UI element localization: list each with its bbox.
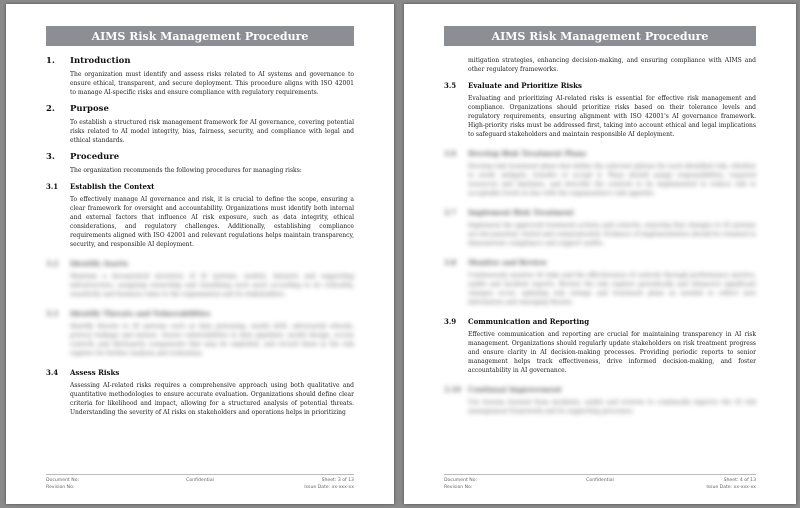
- document-title-banner: AIMS Risk Management Procedure: [444, 26, 756, 46]
- subsection-number: 3.4: [46, 368, 59, 377]
- subsection-heading: [444, 317, 756, 326]
- subsection-title: Assess Risks: [70, 368, 120, 377]
- subsection-body: Assessing AI-related risks requires a comprehensive approach using both qualitative and quantitative methodologies to ensure accurate evaluation. Organizations should define clear criteria for likelihood and impact, allowing for a structured analysis of potential threats. Understanding the severity of AI risks on stakeholders and operations helps in prioritizing: [70, 382, 354, 416]
- section-title: Purpose: [70, 104, 109, 114]
- section-title: Procedure: [70, 152, 120, 162]
- blurred-section: [444, 385, 756, 416]
- section-heading: [46, 152, 354, 162]
- section-number: 1.: [46, 56, 55, 66]
- footer-revision-no: Revision No:: [444, 485, 473, 490]
- subsection-body: To effectively manage AI governance and risk, it is crucial to define the scope, ensuring a clear framework for oversight and accountability. Organizations must identify both internal and external factors that influence AI risk exposure, such as data integrity, ethical considerations, and regulatory challenges. Additionally, establishing compliance requirements aligned with ISO 42001 and relevant regulations helps maintain transparency, security, and responsible AI deployment.: [70, 196, 354, 248]
- subsection-body: Effective communication and reporting are crucial for maintaining transparency in AI risk management. Organizations should regularly update stakeholders on risk treatment progress and ensure clarity in AI decision-making processes. Providing periodic reports to senior management helps track effectiveness, drive informed decision-making, and foster accountability in AI governance.: [468, 331, 756, 374]
- subsection-title: Evaluate and Prioritize Risks: [468, 81, 582, 90]
- subsection-body: Evaluating and prioritizing AI-related risks is essential for effective risk management and compliance. Organizations should prioritize risks based on their tolerance levels and regulatory requirements, ensuring alignment with ISO 42001's AI governance framework. High-priority risks must be addressed first, taking into account ethical and legal implications to safeguard stakeholders and maintain responsible AI deployment.: [468, 95, 756, 138]
- blurred-section: [46, 259, 354, 358]
- subsection-heading: [46, 259, 354, 268]
- subsection-number: 3.8: [444, 258, 457, 267]
- page-content: [46, 56, 354, 417]
- section-body: To establish a structured risk management framework for AI governance, covering potential risks related to AI model integrity, bias, fairness, security, and compliance with legal and ethical standards.: [70, 119, 354, 144]
- subsection-heading: [46, 309, 354, 318]
- footer-revision-no: Revision No:: [46, 485, 75, 490]
- subsection-body: Continuously monitor AI risks and the effectiveness of controls through performance metrics, audits and incident reports. Review the risk register periodically and whenever significant changes occur, updating risk ratings and treatment plans as needed to reflect new information and emerging threats.: [468, 272, 756, 306]
- document-title-banner: AIMS Risk Management Procedure: [46, 26, 354, 46]
- page-footer: [46, 474, 354, 490]
- subsection-heading: [46, 368, 354, 377]
- subsection-number: 3.5: [444, 81, 457, 90]
- subsection-body: Identify threats to AI systems such as data poisoning, model drift, adversarial attacks, privacy leakage and misuse. Assess vulnerabilities in data pipelines, model design, access controls and third-party components that may be exploited, and record them in the risk register for further analysis and evaluation.: [70, 323, 354, 357]
- footer-confidential: Confidential: [586, 478, 614, 483]
- subsection-title: Implement Risk Treatment: [468, 208, 574, 217]
- footer-document-no: Document No:: [46, 478, 80, 483]
- blurred-section: [444, 149, 756, 307]
- subsection-title: Identify Threats and Vulnerabilities: [70, 309, 211, 318]
- section-title: Introduction: [70, 56, 131, 66]
- subsection-number: 3.9: [444, 317, 457, 326]
- subsection-title: Identify Assets: [70, 259, 129, 268]
- subsection-heading: [444, 385, 756, 394]
- subsection-title: Develop Risk Treatment Plans: [468, 149, 587, 158]
- subsection-body: Maintain a documented inventory of AI systems, models, datasets and supporting infrastructure, assigning ownership and classifying each asset according to its criticality, sensitivity and business value to the organization and its stakeholders.: [70, 273, 354, 298]
- footer-issue-date: Issue Date: xx-xxx-xx: [304, 485, 354, 490]
- subsection-number: 3.6: [444, 149, 457, 158]
- subsection-body: Develop risk treatment plans that define the selected options for each identified risk, whether to avoid, mitigate, transfer or accept it. Plans should assign responsibilities, required resources and timelines, and describe the controls to be implemented to reduce risk to acceptable levels in line with the organization's risk appetite.: [468, 163, 756, 197]
- footer-sheet: Sheet: 3 of 13: [321, 478, 354, 483]
- section-body: The organization recommends the following procedures for managing risks:: [70, 167, 302, 174]
- continued-text: mitigation strategies, enhancing decision-making, and ensuring compliance with AIMS and other regulatory frameworks.: [468, 57, 756, 73]
- section-heading: [46, 56, 354, 66]
- subsection-heading: [444, 258, 756, 267]
- subsection-title: Monitor and Review: [468, 258, 547, 267]
- subsection-body: Implement the approved treatment actions and controls, ensuring that changes to AI systems are documented, tested and communicated. Evidence of implementation should be retained to demonstrate compliance and support audits.: [468, 222, 756, 247]
- footer-sheet: Sheet: 4 of 13: [723, 478, 756, 483]
- section-number: 3.: [46, 152, 55, 162]
- subsection-title: Continual Improvement: [468, 385, 562, 394]
- subsection-title: Establish the Context: [70, 182, 155, 191]
- subsection-number: 3.10: [444, 385, 462, 394]
- section-heading: [46, 104, 354, 114]
- subsection-number: 3.3: [46, 309, 59, 318]
- subsection-heading: [46, 182, 354, 191]
- page-content: [444, 56, 756, 416]
- section-number: 2.: [46, 104, 55, 114]
- subsection-heading: [444, 81, 756, 90]
- subsection-heading: [444, 208, 756, 217]
- subsection-title: Communication and Reporting: [468, 317, 590, 326]
- footer-issue-date: Issue Date: xx-xxx-xx: [706, 485, 756, 490]
- footer-confidential: Confidential: [186, 478, 214, 483]
- document-page-3: [6, 4, 394, 504]
- footer-document-no: Document No:: [444, 478, 478, 483]
- subsection-number: 3.2: [46, 259, 59, 268]
- section-body: The organization must identify and assess risks related to AI systems and governance to ensure ethical, transparent, and secure deployment. This procedure aligns with ISO 42001 to manage AI-specific risks and ensure compliance with regulatory requirements.: [70, 71, 354, 96]
- subsection-heading: [444, 149, 756, 158]
- page-footer: [444, 474, 756, 490]
- document-page-4: [404, 4, 796, 504]
- subsection-body: Use lessons learned from incidents, audits and reviews to continually improve the AI risk management framework and its supporting processes.: [468, 399, 756, 415]
- subsection-number: 3.7: [444, 208, 457, 217]
- subsection-number: 3.1: [46, 182, 59, 191]
